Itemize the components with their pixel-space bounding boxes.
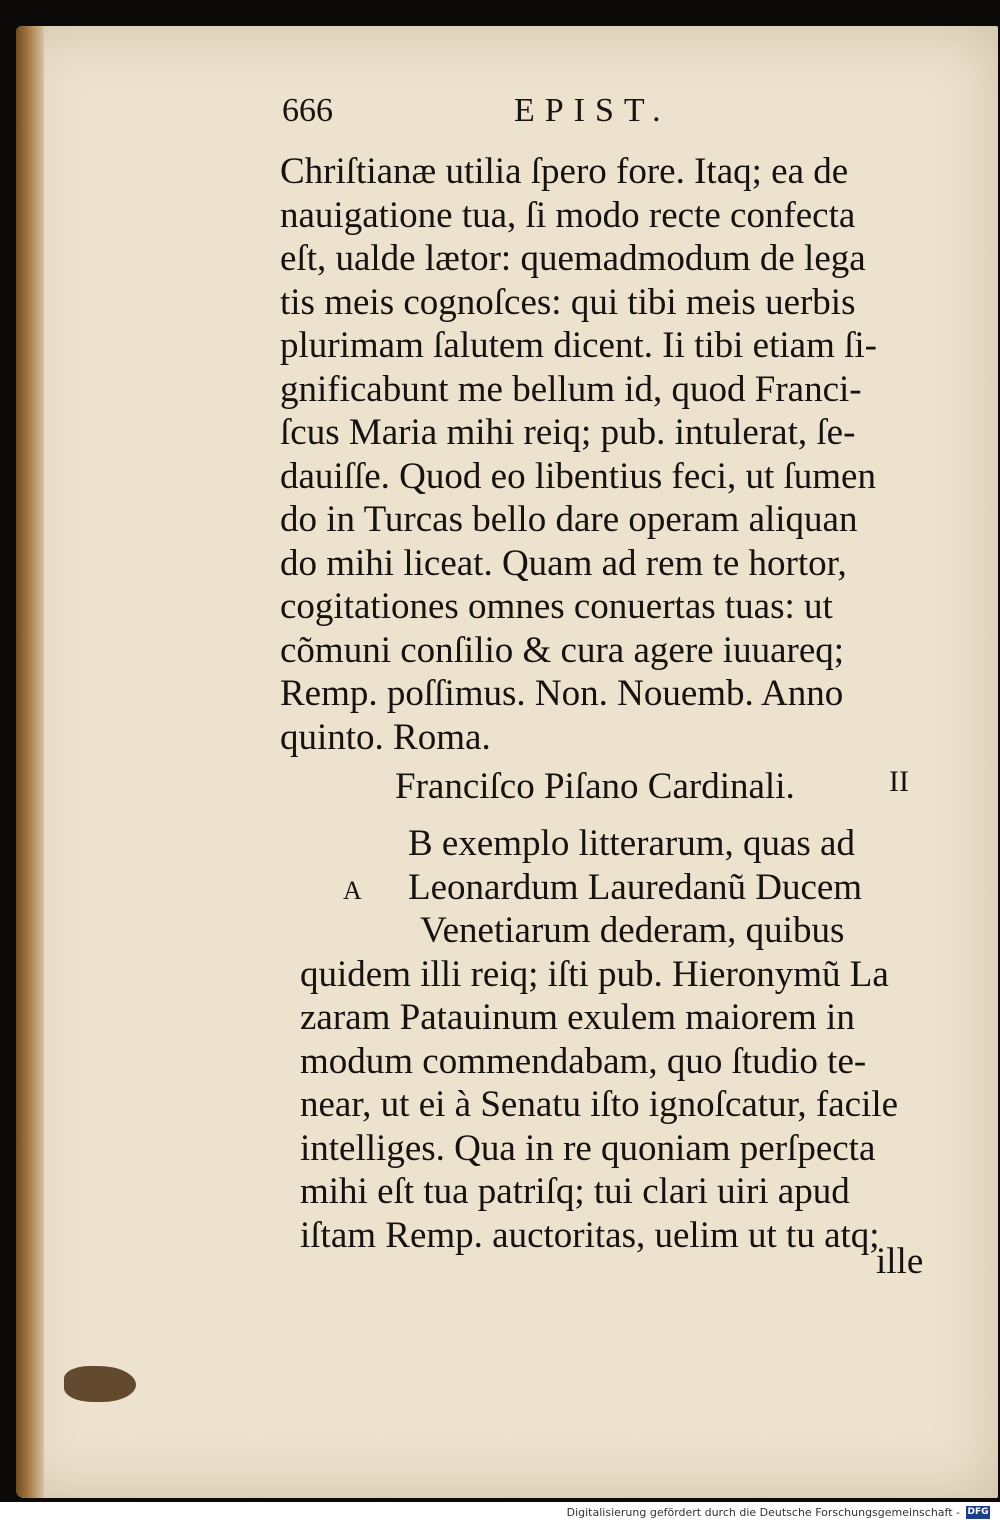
letter-recipient: Franciſco Piſano Cardinali.: [395, 766, 795, 807]
text-line: nauigatione tua, ſi modo recte confecta: [280, 194, 856, 236]
initial-letter: A: [343, 876, 362, 905]
page-stain: [64, 1366, 136, 1402]
text-line: tis meis cognoſces: qui tibi meis uerbis: [280, 281, 856, 323]
running-head: EPIST.: [514, 92, 671, 129]
text-line: near, ut ei à Senatu iſto ignoſcatur, facile: [300, 1084, 899, 1125]
text-line: intelliges. Qua in re quoniam perſpecta: [300, 1127, 876, 1169]
text-line: do in Turcas bello dare operam aliquan: [280, 499, 858, 540]
funding-credit: Digitalisierung gefördert durch die Deutsche Forschungsgemeinschaft -: [566, 1506, 960, 1519]
text-line: ſcus Maria mihi reiq; pub. intulerat, ſe-: [280, 412, 856, 453]
text-line: Leonardum Lauredanũ Ducem: [408, 866, 863, 908]
letter-body: [300, 822, 898, 1257]
text-line: mihi eſt tua patriſq; tui clari uiri apud: [300, 1171, 850, 1212]
text-line: eſt, ualde lætor: quemadmodum de lega: [280, 238, 866, 279]
digitization-footer: [0, 1502, 1000, 1524]
page-gutter: [16, 26, 44, 1498]
letter-number: II: [889, 765, 909, 798]
text-line: gnificabunt me bellum id, quod Franci-: [280, 368, 862, 410]
text-line: quidem illi reiq; iſti pub. Hieronymũ La: [300, 953, 889, 995]
text-line: zaram Patauinum exulem maiorem in: [300, 997, 855, 1038]
text-line: Venetiarum dederam, quibus: [420, 910, 845, 951]
catchword: ille: [876, 1241, 924, 1282]
text-line: B exemplo litterarum, quas ad: [408, 823, 855, 864]
text-line: iſtam Remp. auctoritas, uelim ut tu atq;: [300, 1214, 880, 1256]
page-header: [282, 92, 922, 142]
text-line: Remp. poſſimus. Non. Nouemb. Anno: [280, 673, 844, 714]
dfg-logo: DFG: [967, 1507, 989, 1517]
text-line: dauiſſe. Quod eo libentius feci, ut ſumen: [280, 455, 876, 497]
text-line: do mihi liceat. Quam ad rem te hortor,: [280, 542, 847, 584]
letter-body-previous: [280, 150, 877, 759]
page-number: 666: [282, 92, 333, 129]
text-line: quinto. Roma.: [280, 716, 491, 758]
text-line: modum commendabam, quo ſtudio te-: [300, 1040, 867, 1082]
text-line: Chriſtianæ utilia ſpero fore. Itaq; ea de: [280, 151, 849, 192]
text-line: cogitationes omnes conuertas tuas: ut: [280, 586, 833, 627]
text-line: cõmuni conſilio & cura agere iuuareq;: [280, 629, 845, 671]
text-line: plurimam ſalutem dicent. Ii tibi etiam ſi-: [280, 325, 877, 366]
